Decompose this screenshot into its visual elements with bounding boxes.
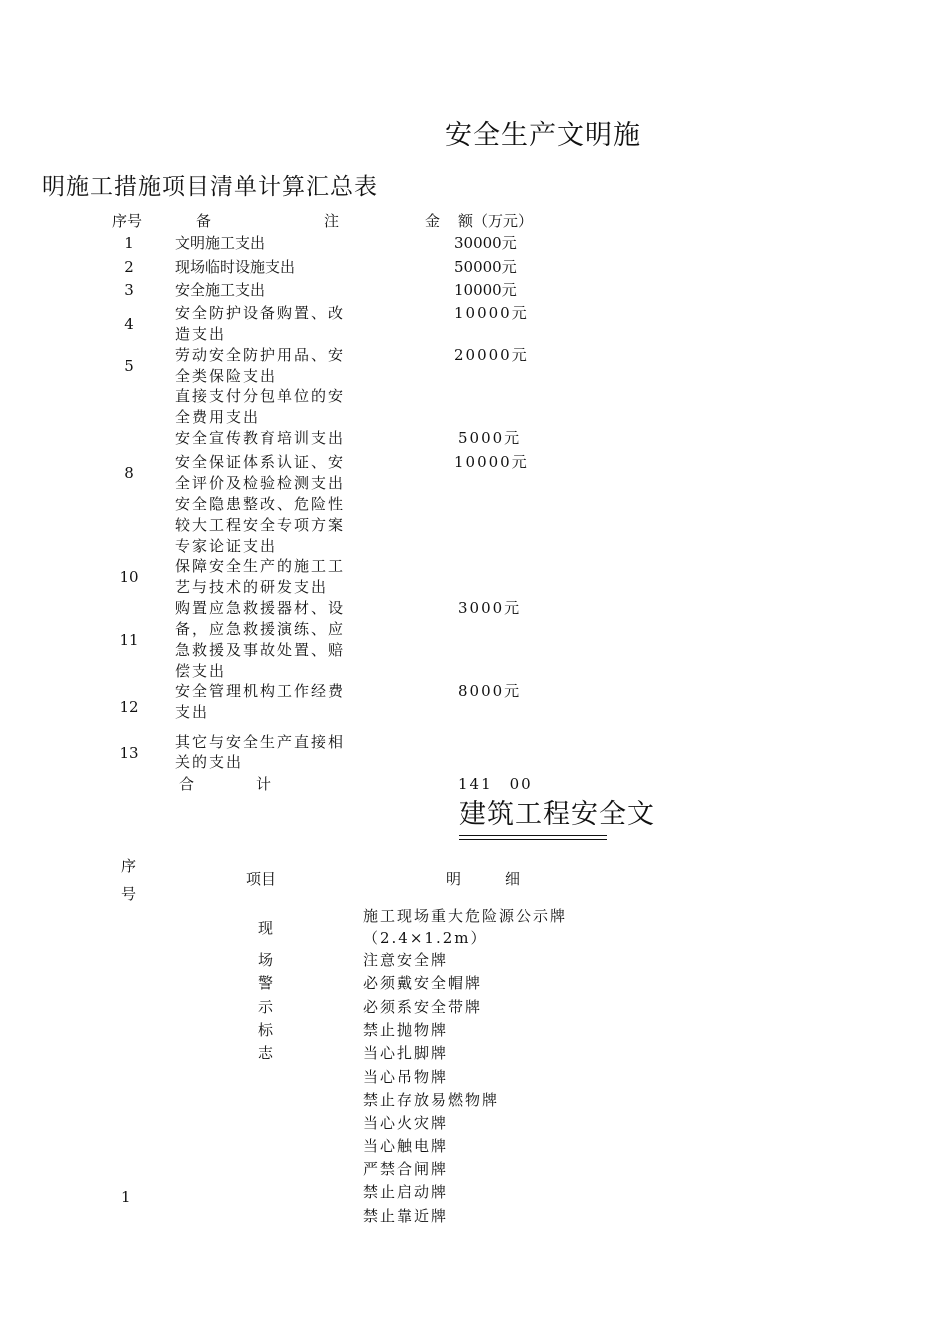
item-char: 场 <box>258 951 274 969</box>
header2-item: 项目 <box>246 870 277 888</box>
item-char: 警 <box>258 974 274 992</box>
row-remark: 直接支付分包单位的安 <box>175 387 346 405</box>
detail-item: 必须戴安全帽牌 <box>363 974 483 992</box>
row-remark: 购置应急救援器材、设 <box>175 599 346 617</box>
row-amount: 10000元 <box>454 281 517 299</box>
detail-item: 严禁合闸牌 <box>363 1160 449 1178</box>
row-remark: 艺与技术的研发支出 <box>175 578 329 596</box>
title-double-underline <box>459 835 607 840</box>
row-remark: 安全管理机构工作经费 <box>175 682 346 700</box>
row2-seq: 1 <box>121 1188 131 1206</box>
row-remark: 全类保险支出 <box>175 367 278 385</box>
section-title: 建筑工程安全文 <box>459 799 655 830</box>
row-amount: 50000元 <box>454 258 517 276</box>
total-label-a: 合 <box>179 775 195 793</box>
item-char: 示 <box>258 998 274 1016</box>
row-remark: 较大工程安全专项方案 <box>175 516 346 534</box>
row-remark: 现场临时设施支出 <box>175 258 296 276</box>
row-seq: 1 <box>124 234 134 252</box>
row-remark: 其它与安全生产直接相 <box>175 733 346 751</box>
row-amount: 10000元 <box>454 453 529 471</box>
header-amount-b: 额（万元） <box>458 212 534 230</box>
detail-item: （2.4×1.2m） <box>363 929 488 947</box>
header2-seq-a: 序 <box>121 857 137 875</box>
header-remark-a: 备 <box>196 212 212 230</box>
detail-item: 当心触电牌 <box>363 1137 449 1155</box>
row-remark: 安全隐患整改、危险性 <box>175 495 346 513</box>
row-remark: 急救援及事故处置、赔 <box>175 641 346 659</box>
row-remark: 安全防护设备购置、改 <box>175 304 346 322</box>
row-remark: 全费用支出 <box>175 408 261 426</box>
item-char: 志 <box>258 1044 274 1062</box>
row-remark: 安全施工支出 <box>175 281 266 299</box>
detail-item: 施工现场重大危险源公示牌 <box>363 907 568 925</box>
row-seq: 12 <box>119 698 139 716</box>
header-remark-b: 注 <box>324 212 340 230</box>
detail-item: 注意安全牌 <box>363 951 449 969</box>
header-seq: 序号 <box>112 212 143 230</box>
page-title: 安全生产文明施 <box>445 120 641 151</box>
header-amount-a: 金 <box>425 212 441 230</box>
row-remark: 造支出 <box>175 325 227 343</box>
detail-item: 禁止靠近牌 <box>363 1207 449 1225</box>
header2-seq-b: 号 <box>121 885 137 903</box>
row-remark: 保障安全生产的施工工 <box>175 557 346 575</box>
detail-item: 禁止启动牌 <box>363 1183 449 1201</box>
row-amount: 5000元 <box>458 429 522 447</box>
row-remark: 劳动安全防护用品、安 <box>175 346 346 364</box>
row-remark: 关的支出 <box>175 753 244 771</box>
row-seq: 10 <box>119 568 139 586</box>
detail-item: 禁止抛物牌 <box>363 1021 449 1039</box>
row-seq: 13 <box>119 744 139 762</box>
header2-detail-b: 细 <box>505 870 521 888</box>
row-remark: 安全宣传教育培训支出 <box>175 429 346 447</box>
row-remark: 支出 <box>175 703 210 721</box>
header2-detail-a: 明 <box>446 870 462 888</box>
row-remark: 安全保证体系认证、安 <box>175 453 346 471</box>
row-amount: 8000元 <box>458 682 522 700</box>
total-value: 141 00 <box>458 775 533 793</box>
row-amount: 3000元 <box>458 599 522 617</box>
row-remark: 专家论证支出 <box>175 537 278 555</box>
detail-item: 当心吊物牌 <box>363 1068 449 1086</box>
row-amount: 10000元 <box>454 304 529 322</box>
total-label-b: 计 <box>256 775 272 793</box>
detail-item: 禁止存放易燃物牌 <box>363 1091 500 1109</box>
row-remark: 全评价及检验检测支出 <box>175 474 346 492</box>
detail-item: 当心火灾牌 <box>363 1114 449 1132</box>
row-remark: 文明施工支出 <box>175 234 266 252</box>
row-seq: 4 <box>124 315 134 333</box>
item-char: 现 <box>258 919 274 937</box>
item-char: 标 <box>258 1021 274 1039</box>
row-seq: 8 <box>124 464 134 482</box>
detail-item: 必须系安全带牌 <box>363 998 483 1016</box>
page-subtitle: 明施工措施项目清单计算汇总表 <box>42 174 378 200</box>
detail-item: 当心扎脚牌 <box>363 1044 449 1062</box>
row-amount: 30000元 <box>454 234 517 252</box>
row-remark: 偿支出 <box>175 662 227 680</box>
row-seq: 3 <box>124 281 134 299</box>
row-amount: 20000元 <box>454 346 529 364</box>
row-remark: 备，应急救援演练、应 <box>175 620 346 638</box>
row-seq: 5 <box>124 357 134 375</box>
row-seq: 2 <box>124 258 134 276</box>
row-seq: 11 <box>119 631 139 649</box>
